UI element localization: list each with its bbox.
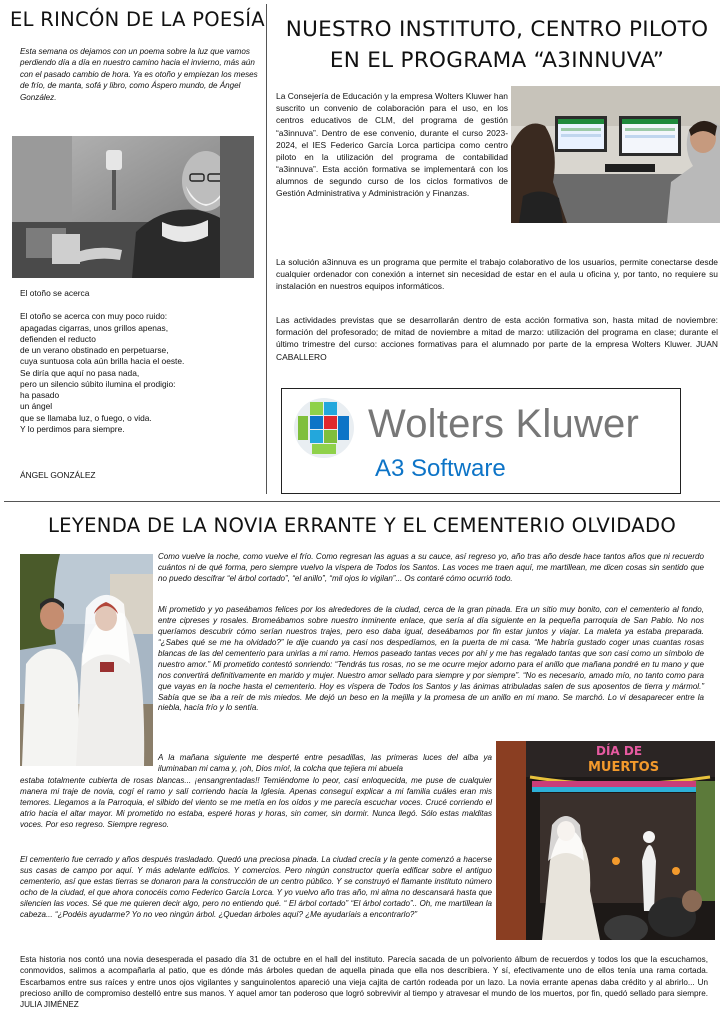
institute-paragraph-3: Las actividades previstas que se desarrollarán dentro de esta acción formativa son, hasta mitad de noviembre: formación del profesorado; de mitad de noviembre a mitad de marzo: utilización del programa en clase; durante el último trimestre del curso: acciones formativas para el alumnado por parte de la empresa Wolters Kluwer. JUAN CABALLERO	[276, 315, 718, 362]
poetry-corner	[0, 0, 265, 498]
poem-line: que se llamaba luz, o fuego, o vida.	[20, 412, 152, 423]
institute-article-title	[270, 14, 724, 76]
institute-paragraph-2: La solución a3innuva es un programa que permite el trabajo colaborativo de los usuarios, permite conectarse desde cualquier ordenador con conexión a internet sin necesidad de estar en el aula u oficina y, por tanto, no requiere su instalación en nuestros equipos informáticos.	[276, 257, 718, 292]
poem-title: El otoño se acerca	[20, 288, 90, 298]
a3-software-label: A3 Software	[375, 455, 506, 482]
altar-banner-text-2: MUERTOS	[588, 760, 660, 775]
poem-line: Se diría que aquí no pasa nada,	[20, 367, 140, 378]
legend-paragraph-4: El cementerio fue cerrado y años después trasladado. Quedó una preciosa pinada. La ciudad crecía y la gente comenzó a hacerse sus casas de campo por aquí. Y más adelante edificios. Y comercios. Pero ningún constructor quería edificar sobre el antiguo cementerio, así que estas tierras se donaron para la construcción de un centro público. Y se construyó el flamante instituto número ocho de la ciudad, el que ahora conocéis como Federico García Lorca. Y yo vuelvo año tras año, mi alma no descansará hasta que silencien las voces. Sé que me quieren decir algo, pero no entiendo qué. “ El árbol cortado” “El árbol cortado”.. Oh, me martillean la cabeza... “¿Podéis ayudarme? Yo no veo ningún árbol. ¿Quedan árboles aquí? ¿Me ayudaríais a encontrarlo?”	[20, 855, 492, 919]
legend-paragraph-3-end: estaba totalmente cubierta de rosas blancas... ¡ensangrentadas!! Temiéndome lo peor, casi enloquecida, me puse de cualquier manera mi traje de novia, cogí el ramo y salí corriendo hacia la Iglesia. Apenas conseguí explicar a mi familia cuáles eran mis temores. Llegamos a la Parroquia, el silbido del viento se me metía en los oídos y me parecía escuchar voces. Crucé corriendo el atrio hacia el altar mayor. Mi prometido no estaba, esperé horas y horas, sin comer, sin dormir. Nunca llegó. Sólo estas malditas voces. Por eso regreso. Siempre regreso.	[20, 776, 492, 829]
day-of-the-dead-photo	[496, 741, 715, 940]
legend-paragraph-1: Como vuelve la noche, como vuelve el frío. Como regresan las aguas a su cauce, así regreso yo, año tras año desde hace tantos años que ni recuerdo cuántos ni de qué forma, pero siempre vuelvo la víspera de Todos los Santos. Las voces me traen aquí, me martillean, me dicen cosas sin sentido que no puedo descifrar “el árbol cortado”, “el anillo”, “mil ojos lo vigilan”... Os contaré cómo ocurrió todo.	[158, 552, 704, 583]
poet-portrait-image	[12, 136, 254, 278]
bride-costume-photo	[20, 554, 153, 766]
altar-banner-text-1: DÍA DE	[596, 744, 643, 758]
poem-author: ÁNGEL GONZÁLEZ	[20, 470, 96, 480]
classroom-photo	[511, 86, 720, 223]
poem-line: cuya suntuosa cola aún brilla hacia el oeste.	[20, 356, 185, 367]
poetry-section-title: EL RINCÓN DE LA POESÍA	[10, 8, 265, 31]
legend-article-title: LEYENDA DE LA NOVIA ERRANTE Y EL CEMENTERIO OLVIDADO	[47, 514, 677, 537]
legend-paragraph-3-start: A la mañana siguiente me desperté entre pesadillas, las primeras luces del alba ya iluminaban mi cama y, ¡oh, Dios mío!, la colcha que tejiera mi abuela	[158, 753, 492, 773]
wolters-kluwer-logo	[281, 388, 681, 494]
legend-paragraph-2: Mi prometido y yo paseábamos felices por los alrededores de la ciudad, cerca de la gran pinada. Era un sitio muy bonito, con el cementerio al fondo, entre cipreses y rosales. Bromeábamos sobre nuestro inminente enlace, que sería al día siguiente en la pequeña parroquia de San Pablo. No nos queríamos descubrir cómo serían nuestros trajes, pero eso daba igual, deseábamos por fin estar juntos y viajar. La maleta ya estaba preparada. “¿Sabes qué se me ha olvidado?” le dije cuando ya casi nos despedíamos, en la puerta de mi casa. “Me habría gustado coger unas cuantas rosas blancas de las del cementerio para unirlas a mi ramo. Hemos paseado tantas veces por ahí y me has regalado tantas que son casi como un símbolo de nuestro amor.” Mi prometido contestó sonriendo: “Tendrás tus rosas, no se me ocurre mejor adorno para el anillo que mañana pondré en tu mano y que nos convertirá definitivamente en marido y mujer. Nuestro amor sellado para siempre y por siempre”. “No es necesario, amado mío, no tanto como para que vayas en la noche hasta el cementerio. Hoy es víspera de Todos los Santos y las ánimas atribuladas salen de sus aposentos de tierra y mármol.” Sabía que se iba a reír de mis miedos. Me dejó un beso en la mejilla y la promesa de un anillo en mi mano. Se marchó. Lo vi desaparecer entre la niebla, hacía frío y lo sentía.	[158, 605, 704, 713]
institute-paragraph-1: La Consejería de Educación y la empresa Wolters Kluwer han suscrito un convenio de colaboración para el uso, en los centros educativos de CLM, del programa de gestión “a3innuva”. Dentro de ese convenio, durante el curso 2023-2024, el IES Federico García Lorca participa como centro piloto en la utilización del programa de contabilidad “a3innuva”. Esta acción formativa se implementará con los alumnos de segundo curso de los ciclos formativos de Gestión Administrativa y Administración y Finanzas.	[276, 91, 508, 199]
institute-title-line-2: EN EL PROGRAMA “A3INNUVA”	[329, 48, 665, 74]
day-of-the-dead-altar-image	[496, 741, 715, 940]
poetry-intro: Esta semana os dejamos con un poema sobre la luz que vamos perdiendo día a día en nuestro camino hacia el invierno, más aún con el pasado cambio de hora. Ya es otoño y empiezan los meses de frío, de manta, sofá y libro, como Áspero mundo, de Ángel González.	[20, 47, 258, 102]
poem-line: ha pasado	[20, 390, 60, 400]
legend-closing-paragraph: Esta historia nos contó una novia desesperada el pasado día 31 de octubre en el hall del instituto. Parecía sacada de un polvoriento álbum de recuerdos y todos los que la escuchamos, conmovidos, salimos a acompañarla al patio, que es dónde más árboles quedan de aquella pinada que ella nos describiera. Y sí, efectivamente uno de ellos tenía una rama cortada. Escarbamos entre sus raíces y entre unos ojos vigilantes y sanguinolentos apareció una vieja cajita de cartón rodeada por un lazo. La novia errante apenas daba crédito y al abrirlo... Un precioso anillo de compromiso destelló entre sus manos. Y aquel amor tan poderoso que logró sobrevivir al tiempo y atravesar el mundo de los muertos, por fin, quedó sellado para siempre. JULIA JIMÉNEZ	[20, 955, 708, 1009]
column-divider	[266, 4, 267, 494]
poem-line: defienden el reducto	[20, 333, 96, 344]
poem-line: pero un silencio súbito ilumina el prodigio:	[20, 378, 176, 389]
poem-line: apagadas cigarras, unos grillos apenas,	[20, 322, 169, 333]
wolters-kluwer-wordmark: Wolters Kluwer	[368, 402, 640, 446]
poem-line: un ángel	[20, 401, 53, 412]
wolters-kluwer-mark-icon	[293, 397, 355, 459]
poet-photo	[12, 136, 254, 278]
bride-and-doctor-image	[20, 554, 153, 766]
poem-line: de un verano obstinado en perpetuarse,	[20, 345, 169, 355]
section-divider	[4, 501, 720, 502]
poem-line: Y lo perdimos para siempre.	[20, 423, 125, 434]
institute-title-line-1: NUESTRO INSTITUTO, CENTRO PILOTO	[285, 17, 709, 42]
poem	[20, 288, 260, 435]
poem-line: El otoño se acerca con muy poco ruido:	[20, 311, 168, 322]
classroom-computers-image	[511, 86, 720, 223]
